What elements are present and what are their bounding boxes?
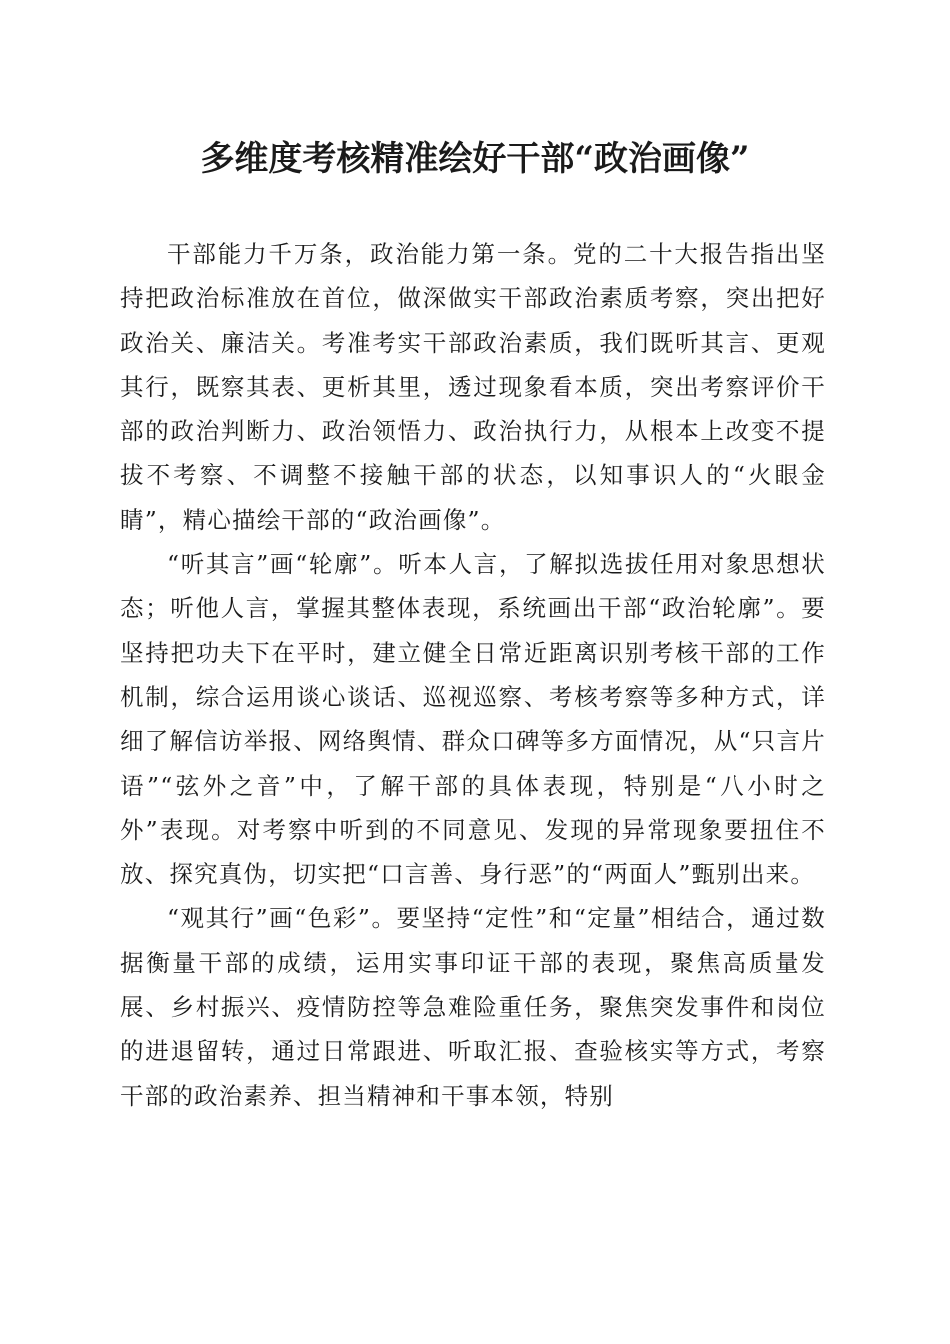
paragraph: “听其言”画“轮廓”。听本人言，了解拟选拔任用对象思想状态；听他人言，掌握其整体表现，系统画出干部“政治轮廓”。要坚持把功夫下在平时，建立健全日常近距离识别考核干部的工作机制，综合运用谈心谈话、巡视巡察、考核考察等多种方式，详细了解信访举报、网络舆情、群众口碑等多方面情况，从“只言片语”“弦外之音”中，了解干部的具体表现，特别是“八小时之外”表现。对考察中听到的不同意见、发现的异常现象要扭住不放、探究真伪，切实把“口言善、身行恶”的“两面人”甄别出来。 [120,550,826,889]
document-title: 多维度考核精准绘好干部“政治画像” [200,139,750,179]
document-body [120,232,826,1118]
paragraph: “观其行”画“色彩”。要坚持“定性”和“定量”相结合，通过数据衡量干部的成绩，运用实事印证干部的表现，聚焦高质量发展、乡村振兴、疫情防控等急难险重任务，聚焦突发事件和岗位的进退留转，通过日常跟进、听取汇报、查验核实等方式，考察干部的政治素养、担当精神和干事本领，特别 [120,904,826,1110]
paragraph: 干部能力千万条，政治能力第一条。党的二十大报告指出坚持把政治标准放在首位，做深做实干部政治素质考察，突出把好政治关、廉洁关。考准考实干部政治素质，我们既听其言、更观其行，既察其表、更析其里，透过现象看本质，突出考察评价干部的政治判断力、政治领悟力、政治执行力，从根本上改变不提拔不考察、不调整不接触干部的状态，以知事识人的“火眼金睛”，精心描绘干部的“政治画像”。 [120,240,826,534]
